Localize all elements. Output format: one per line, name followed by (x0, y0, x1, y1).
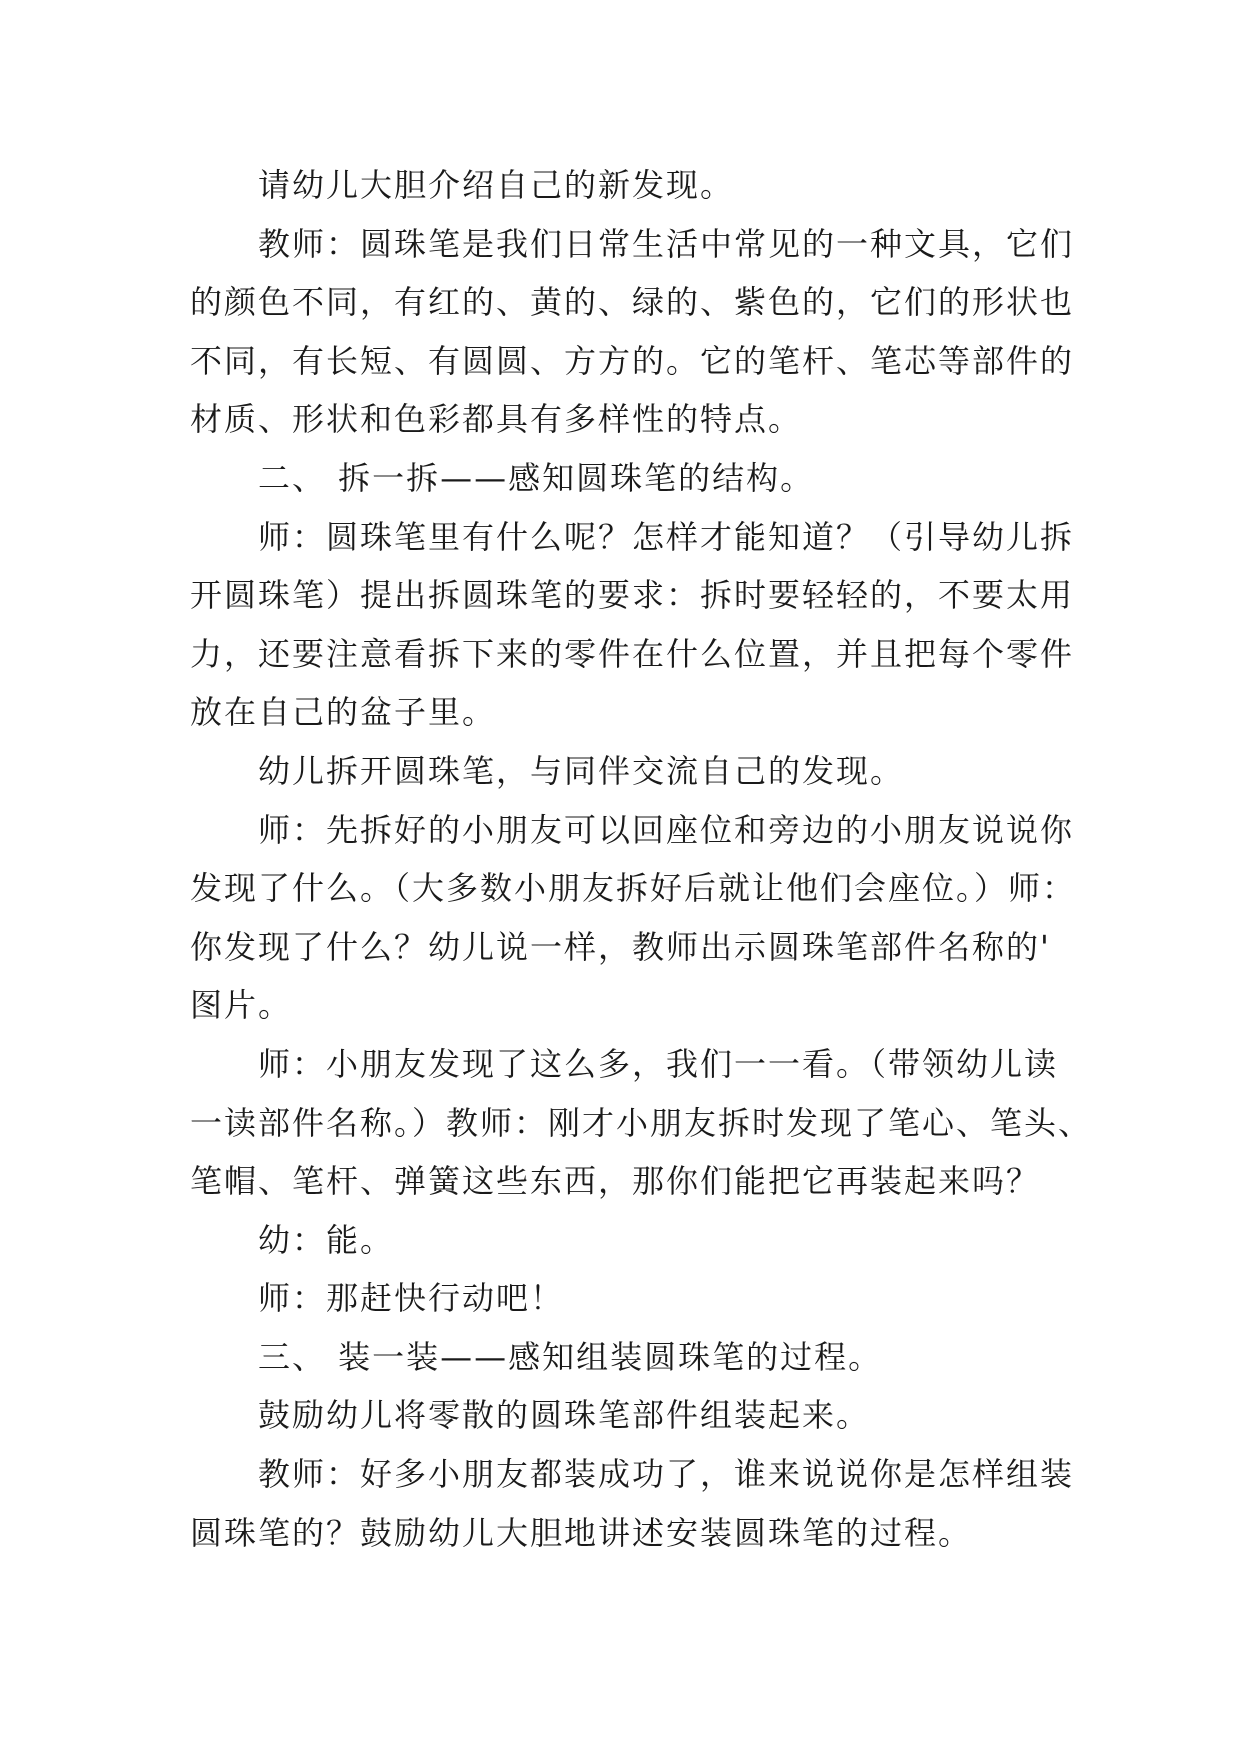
text-line: 开圆珠笔）提出拆圆珠笔的要求：拆时要轻轻的，不要太用 (190, 576, 1075, 615)
text-line: 幼儿拆开圆珠笔，与同伴交流自己的发现。 (258, 751, 905, 790)
text-line: 力，还要注意看拆下来的零件在什么位置，并且把每个零件 (190, 634, 1075, 673)
text-line: 请幼儿大胆介绍自己的新发现。 (258, 166, 735, 204)
text-line: 不同，有长短、有圆圆、方方的。它的笔杆、笔芯等部件的 (190, 341, 1075, 380)
text-line: 笔帽、笔杆、弹簧这些东西，那你们能把它再装起来吗？ (190, 1162, 1041, 1201)
text-line: 的颜色不同，有红的、黄的、绿的、紫色的，它们的形状也 (190, 283, 1075, 322)
text-line: 一读部件名称。）教师：刚才小朋友拆时发现了笔心、笔头、 (190, 1103, 1093, 1142)
text-line: 发现了什么。（大多数小朋友拆好后就让他们会座位。）师： (190, 869, 1077, 908)
text-line: 教师：圆珠笔是我们日常生活中常见的一种文具，它们 (258, 224, 1075, 263)
text-line: 图片。 (190, 986, 293, 1025)
section-heading: 三、 装一装——感知组装圆珠笔的过程。 (258, 1337, 883, 1376)
text-line: 师：那赶快行动吧！ (258, 1279, 565, 1318)
text-line: 放在自己的盆子里。 (190, 693, 497, 732)
text-line: 师：先拆好的小朋友可以回座位和旁边的小朋友说说你 (258, 810, 1075, 849)
document-body (190, 156, 1093, 1562)
section-heading: 二、 拆一拆——感知圆珠笔的结构。 (258, 458, 815, 497)
text-line: 材质、形状和色彩都具有多样性的特点。 (190, 400, 803, 439)
text-line: 你发现了什么？幼儿说一样，教师出示圆珠笔部件名称的' (190, 927, 1051, 966)
text-line: 幼：能。 (258, 1220, 395, 1259)
text-line: 教师：好多小朋友都装成功了，谁来说说你是怎样组装 (258, 1455, 1075, 1494)
text-line: 鼓励幼儿将零散的圆珠笔部件组装起来。 (258, 1396, 871, 1435)
text-line: 师：小朋友发现了这么多，我们一一看。（带领幼儿读 (258, 1044, 1059, 1083)
text-line: 师：圆珠笔里有什么呢？怎样才能知道？（引导幼儿拆 (258, 517, 1075, 556)
text-line: 圆珠笔的？鼓励幼儿大胆地讲述安装圆珠笔的过程。 (190, 1513, 973, 1552)
